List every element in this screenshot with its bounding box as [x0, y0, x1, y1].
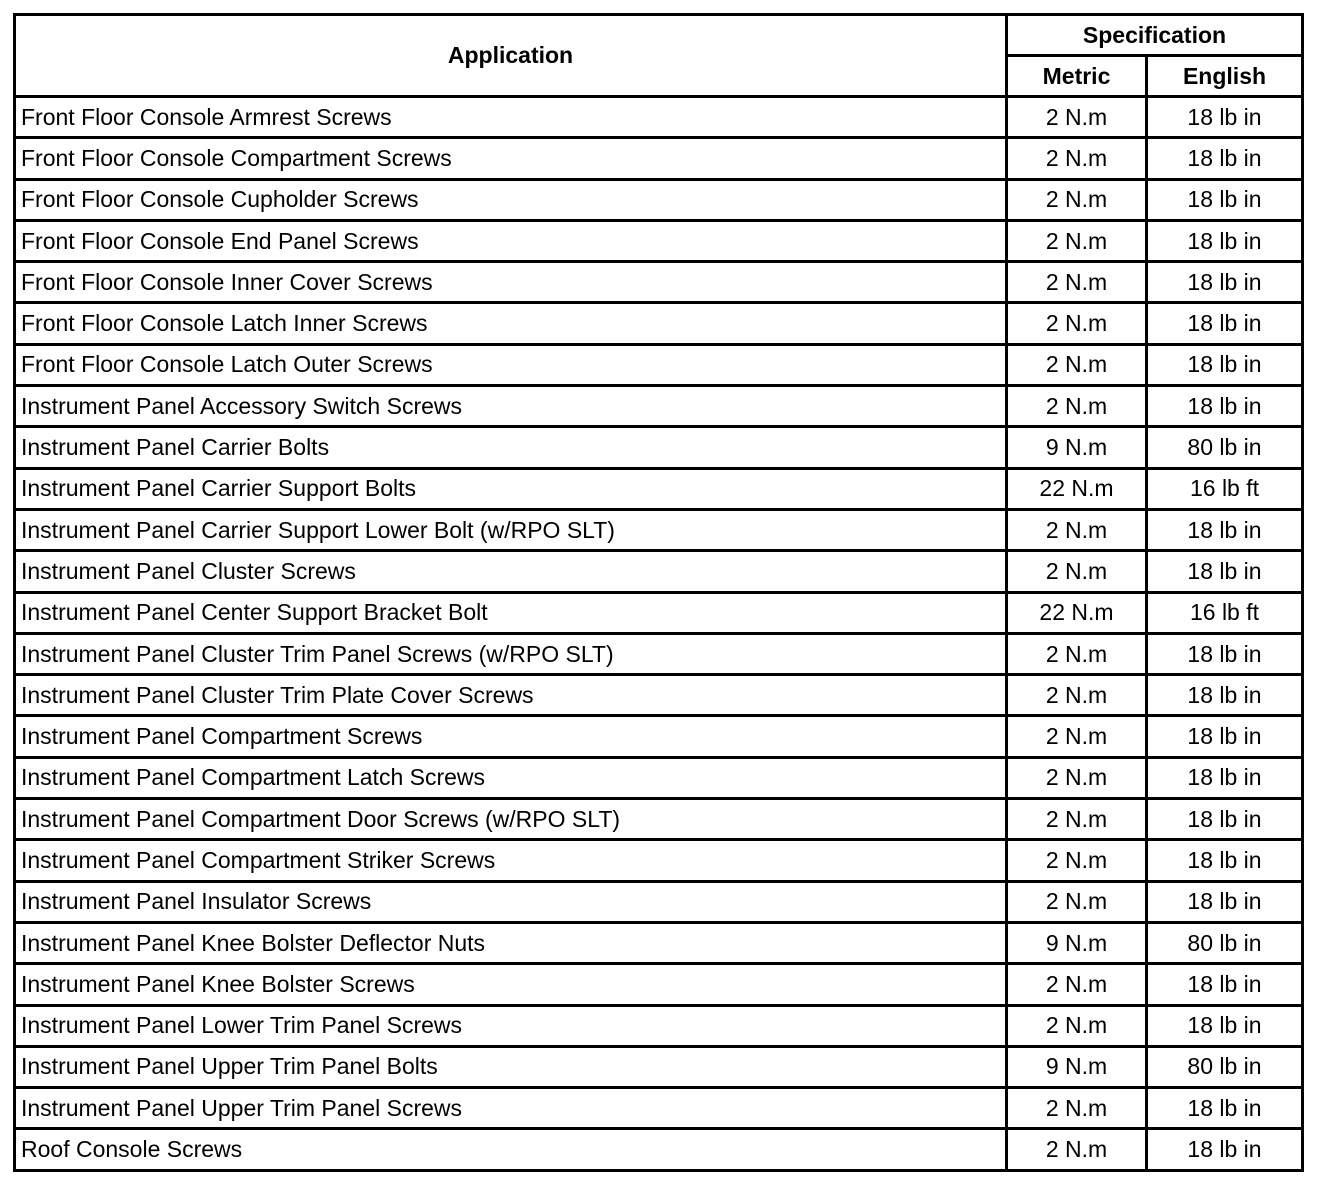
cell-metric: 2 N.m: [1007, 138, 1147, 179]
cell-english: 18 lb in: [1147, 964, 1303, 1005]
cell-application: Instrument Panel Carrier Support Bolts: [15, 468, 1007, 509]
table-header: [15, 15, 1303, 97]
table-row: [15, 344, 1303, 385]
cell-english: 18 lb in: [1147, 799, 1303, 840]
table-row: [15, 881, 1303, 922]
table-row: [15, 138, 1303, 179]
cell-application: Front Floor Console End Panel Screws: [15, 220, 1007, 261]
cell-english: 18 lb in: [1147, 1005, 1303, 1046]
cell-metric: 2 N.m: [1007, 303, 1147, 344]
specification-table: [13, 13, 1304, 1172]
cell-application: Instrument Panel Cluster Trim Plate Cover Screws: [15, 675, 1007, 716]
cell-english: 18 lb in: [1147, 1088, 1303, 1129]
cell-metric: 2 N.m: [1007, 675, 1147, 716]
cell-english: 18 lb in: [1147, 757, 1303, 798]
cell-application: Instrument Panel Cluster Trim Panel Screws (w/RPO SLT): [15, 633, 1007, 674]
cell-english: 18 lb in: [1147, 220, 1303, 261]
table-row: [15, 262, 1303, 303]
table-row: [15, 922, 1303, 963]
cell-application: Roof Console Screws: [15, 1129, 1007, 1170]
cell-application: Instrument Panel Compartment Door Screws (w/RPO SLT): [15, 799, 1007, 840]
cell-metric: 2 N.m: [1007, 220, 1147, 261]
cell-application: Instrument Panel Upper Trim Panel Screws: [15, 1088, 1007, 1129]
cell-metric: 9 N.m: [1007, 922, 1147, 963]
cell-metric: 2 N.m: [1007, 97, 1147, 138]
cell-metric: 2 N.m: [1007, 1005, 1147, 1046]
table-row: [15, 633, 1303, 674]
cell-english: 18 lb in: [1147, 386, 1303, 427]
cell-metric: 2 N.m: [1007, 386, 1147, 427]
table-row: [15, 675, 1303, 716]
cell-metric: 2 N.m: [1007, 964, 1147, 1005]
cell-metric: 2 N.m: [1007, 179, 1147, 220]
cell-application: Front Floor Console Armrest Screws: [15, 97, 1007, 138]
table-row: [15, 468, 1303, 509]
cell-english: 16 lb ft: [1147, 592, 1303, 633]
cell-english: 80 lb in: [1147, 922, 1303, 963]
table-row: [15, 1129, 1303, 1170]
table-row: [15, 592, 1303, 633]
table-row: [15, 220, 1303, 261]
cell-metric: 2 N.m: [1007, 881, 1147, 922]
cell-application: Instrument Panel Carrier Support Lower Bolt (w/RPO SLT): [15, 509, 1007, 550]
cell-metric: 2 N.m: [1007, 551, 1147, 592]
table-row: [15, 964, 1303, 1005]
table-row: [15, 1005, 1303, 1046]
cell-metric: 9 N.m: [1007, 1046, 1147, 1087]
cell-metric: 2 N.m: [1007, 1129, 1147, 1170]
cell-metric: 22 N.m: [1007, 592, 1147, 633]
cell-application: Instrument Panel Lower Trim Panel Screws: [15, 1005, 1007, 1046]
cell-english: 18 lb in: [1147, 716, 1303, 757]
table-row: [15, 1088, 1303, 1129]
cell-application: Front Floor Console Inner Cover Screws: [15, 262, 1007, 303]
cell-metric: 2 N.m: [1007, 799, 1147, 840]
cell-english: 18 lb in: [1147, 138, 1303, 179]
cell-english: 18 lb in: [1147, 675, 1303, 716]
cell-application: Front Floor Console Compartment Screws: [15, 138, 1007, 179]
cell-english: 16 lb ft: [1147, 468, 1303, 509]
cell-application: Instrument Panel Compartment Striker Screws: [15, 840, 1007, 881]
cell-application: Instrument Panel Compartment Screws: [15, 716, 1007, 757]
cell-application: Instrument Panel Upper Trim Panel Bolts: [15, 1046, 1007, 1087]
table-row: [15, 427, 1303, 468]
cell-application: Front Floor Console Cupholder Screws: [15, 179, 1007, 220]
cell-english: 18 lb in: [1147, 344, 1303, 385]
cell-english: 18 lb in: [1147, 262, 1303, 303]
cell-english: 18 lb in: [1147, 1129, 1303, 1170]
cell-application: Instrument Panel Knee Bolster Screws: [15, 964, 1007, 1005]
table-row: [15, 97, 1303, 138]
header-english: English: [1147, 56, 1303, 97]
cell-application: Instrument Panel Insulator Screws: [15, 881, 1007, 922]
cell-application: Instrument Panel Compartment Latch Screws: [15, 757, 1007, 798]
cell-english: 18 lb in: [1147, 551, 1303, 592]
cell-metric: 2 N.m: [1007, 716, 1147, 757]
table-row: [15, 179, 1303, 220]
cell-application: Instrument Panel Knee Bolster Deflector Nuts: [15, 922, 1007, 963]
cell-english: 18 lb in: [1147, 633, 1303, 674]
table-row: [15, 840, 1303, 881]
table-row: [15, 551, 1303, 592]
cell-metric: 2 N.m: [1007, 344, 1147, 385]
table-row: [15, 1046, 1303, 1087]
cell-english: 18 lb in: [1147, 509, 1303, 550]
cell-english: 18 lb in: [1147, 179, 1303, 220]
table-row: [15, 509, 1303, 550]
cell-application: Front Floor Console Latch Outer Screws: [15, 344, 1007, 385]
cell-english: 80 lb in: [1147, 427, 1303, 468]
cell-metric: 2 N.m: [1007, 1088, 1147, 1129]
cell-metric: 2 N.m: [1007, 757, 1147, 798]
table-row: [15, 757, 1303, 798]
cell-english: 80 lb in: [1147, 1046, 1303, 1087]
cell-english: 18 lb in: [1147, 97, 1303, 138]
cell-metric: 2 N.m: [1007, 633, 1147, 674]
table-row: [15, 386, 1303, 427]
header-metric: Metric: [1007, 56, 1147, 97]
header-row-top: [15, 15, 1303, 56]
cell-metric: 2 N.m: [1007, 840, 1147, 881]
cell-english: 18 lb in: [1147, 303, 1303, 344]
header-application: Application: [15, 15, 1007, 97]
table-row: [15, 716, 1303, 757]
cell-application: Instrument Panel Carrier Bolts: [15, 427, 1007, 468]
cell-application: Instrument Panel Center Support Bracket Bolt: [15, 592, 1007, 633]
cell-english: 18 lb in: [1147, 840, 1303, 881]
header-specification: Specification: [1007, 15, 1303, 56]
cell-metric: 22 N.m: [1007, 468, 1147, 509]
table-row: [15, 303, 1303, 344]
cell-application: Front Floor Console Latch Inner Screws: [15, 303, 1007, 344]
cell-metric: 2 N.m: [1007, 509, 1147, 550]
table-row: [15, 799, 1303, 840]
cell-metric: 9 N.m: [1007, 427, 1147, 468]
table-body: [15, 97, 1303, 1171]
cell-english: 18 lb in: [1147, 881, 1303, 922]
cell-application: Instrument Panel Accessory Switch Screws: [15, 386, 1007, 427]
cell-metric: 2 N.m: [1007, 262, 1147, 303]
cell-application: Instrument Panel Cluster Screws: [15, 551, 1007, 592]
